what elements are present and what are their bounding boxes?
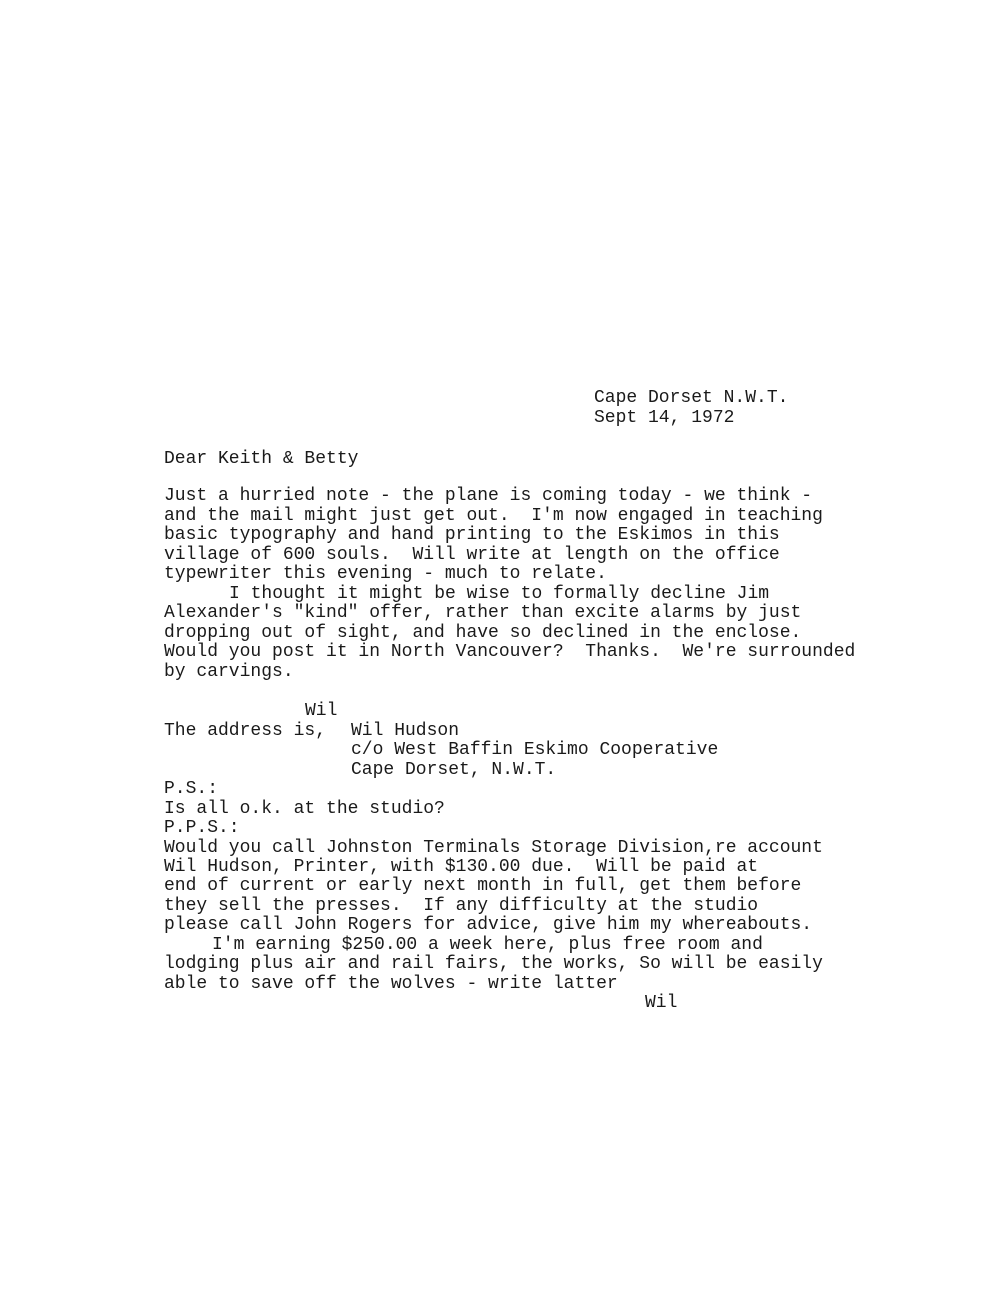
body-line: dropping out of sight, and have so declined in the enclose. xyxy=(164,623,802,643)
signature: Wil xyxy=(305,701,338,721)
body-line: typewriter this evening - much to relate. xyxy=(164,564,607,584)
body-line: by carvings. xyxy=(164,662,294,682)
letter-place: Cape Dorset N.W.T. xyxy=(594,388,789,408)
letter-date: Sept 14, 1972 xyxy=(594,408,735,428)
body-line: Would you post it in North Vancouver? Thanks. We're surrounded xyxy=(164,642,856,662)
pps-line: Would you call Johnston Terminals Storage Division,re account xyxy=(164,838,823,858)
pps-line: please call John Rogers for advice, give him my whereabouts. xyxy=(164,915,813,935)
pps-line: Wil Hudson, Printer, with $130.00 due. Will be paid at xyxy=(164,857,759,877)
address-name: Wil Hudson xyxy=(351,721,460,741)
body-line: I thought it might be wise to formally decline Jim xyxy=(229,584,770,604)
ps-label: P.S.: xyxy=(164,779,219,799)
pps-line: end of current or early next month in full, get them before xyxy=(164,876,802,896)
body-line: village of 600 souls. Will write at length on the office xyxy=(164,545,780,565)
body-line: Alexander's "kind" offer, rather than excite alarms by just xyxy=(164,603,802,623)
pps-line: able to save off the wolves - write latter xyxy=(164,974,618,994)
body-line: and the mail might just get out. I'm now engaged in teaching xyxy=(164,506,823,526)
address-intro: The address is, xyxy=(164,721,327,741)
address-line: c/o West Baffin Eskimo Cooperative xyxy=(351,740,719,760)
pps-line: lodging plus air and rail fairs, the works, So will be easily xyxy=(164,954,823,974)
salutation: Dear Keith & Betty xyxy=(164,449,359,469)
body-line: basic typography and hand printing to the Eskimos in this xyxy=(164,525,780,545)
pps-line: they sell the presses. If any difficulty at the studio xyxy=(164,896,759,916)
body-line: Just a hurried note - the plane is coming today - we think - xyxy=(164,486,813,506)
signature: Wil xyxy=(645,993,678,1013)
address-line: Cape Dorset, N.W.T. xyxy=(351,760,557,780)
pps-line: I'm earning $250.00 a week here, plus free room and xyxy=(212,935,763,955)
pps-label: P.P.S.: xyxy=(164,818,240,838)
ps-text: Is all o.k. at the studio? xyxy=(164,799,445,819)
